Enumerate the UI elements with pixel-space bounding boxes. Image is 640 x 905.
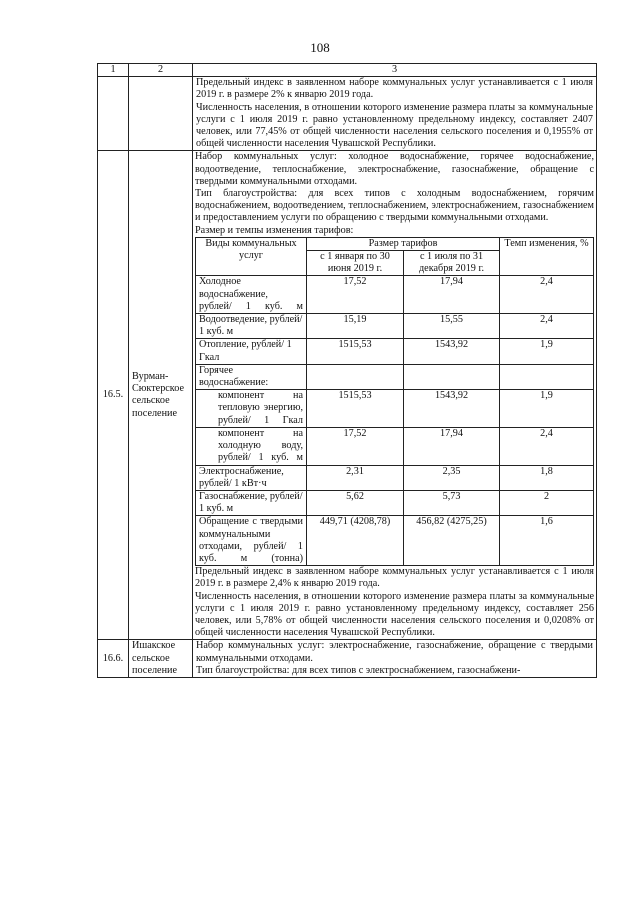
tariff-value-1: 17,52 xyxy=(307,427,404,465)
head-types: Виды коммунальных услуг xyxy=(196,237,307,276)
index-text: Предельный индекс в заявленном наборе коммунальных услуг устанавливается с 1 июля 2019 г. в размере 2,4% к январю 2019 года. xyxy=(195,566,594,590)
tariff-value-2: 2,35 xyxy=(404,465,500,490)
tariff-rate: 1,6 xyxy=(500,516,594,566)
row-content xyxy=(193,640,597,678)
tariff-rate xyxy=(500,364,594,389)
tariff-value-1: 1515,53 xyxy=(307,390,404,428)
row-number: 16.5. xyxy=(98,151,129,640)
tariff-value-1: 449,71 (4208,78) xyxy=(307,516,404,566)
tariff-value-1: 2,31 xyxy=(307,465,404,490)
improvement-text: Тип благоустройства: для всех типов с электроснабжением, газоснабжени- xyxy=(196,664,521,676)
header-col-3: 3 xyxy=(193,64,597,77)
tariff-row xyxy=(196,516,594,566)
tariff-name: Электроснабжение, рублей/ 1 кВт·ч xyxy=(196,465,307,490)
tariff-caption: Размер и темпы изменения тарифов: xyxy=(195,224,354,236)
tariff-value-2 xyxy=(404,364,500,389)
tariff-row xyxy=(196,314,594,339)
tariff-value-2: 1543,92 xyxy=(404,339,500,364)
tariff-rate: 1,9 xyxy=(500,390,594,428)
settlement-name: Ишакское сельское поселение xyxy=(129,640,193,678)
tariff-row xyxy=(196,465,594,490)
tariff-row xyxy=(196,364,594,389)
row-number: 16.6. xyxy=(98,640,129,678)
row-content xyxy=(193,151,597,640)
head-period-1: с 1 января по 30 июня 2019 г. xyxy=(307,251,404,276)
tariff-value-1: 1515,53 xyxy=(307,339,404,364)
tariff-name: Газоснабжение, рублей/ 1 куб. м xyxy=(196,490,307,515)
tariff-name: компонент на тепловую энергию, рублей/ 1 Гкал xyxy=(196,390,307,428)
services-text: Набор коммунальных услуг: холодное водоснабжение, горячее водоснабжение, водоотведение, теплоснабжение, электроснабжение, газоснабжение, обращение с твердыми коммунальными отходами. xyxy=(195,151,594,187)
head-size: Размер тарифов xyxy=(307,237,500,250)
tariff-row xyxy=(196,339,594,364)
prev-row xyxy=(98,77,597,151)
tariff-row xyxy=(196,490,594,515)
tariff-table xyxy=(195,237,594,566)
page-number: 108 xyxy=(310,40,330,55)
tariff-value-1: 17,52 xyxy=(307,276,404,314)
tariff-value-2: 15,55 xyxy=(404,314,500,339)
tariff-row xyxy=(196,390,594,428)
head-rate: Темп изменения, % xyxy=(500,237,594,276)
tariff-rate: 1,9 xyxy=(500,339,594,364)
header-col-2: 2 xyxy=(129,64,193,77)
tariff-name: Горячее водоснабжение: xyxy=(196,364,307,389)
prev-block xyxy=(193,77,597,151)
header-col-1: 1 xyxy=(98,64,129,77)
tariff-value-1: 15,19 xyxy=(307,314,404,339)
tariff-value-2: 17,94 xyxy=(404,427,500,465)
tariff-value-2: 456,82 (4275,25) xyxy=(404,516,500,566)
header-row xyxy=(98,64,597,77)
tariff-name: Отопление, рублей/ 1 Гкал xyxy=(196,339,307,364)
settlement-name: Вурман-Сюктерское сельское поселение xyxy=(129,151,193,640)
tariff-value-1 xyxy=(307,364,404,389)
tariff-row xyxy=(196,427,594,465)
main-table xyxy=(97,63,597,678)
tariff-rate: 1,8 xyxy=(500,465,594,490)
tariff-rate: 2 xyxy=(500,490,594,515)
tariff-value-1: 5,62 xyxy=(307,490,404,515)
tariff-name: Обращение с твердыми коммунальными отходами, рублей/ 1 куб. м (тонна) xyxy=(196,516,307,566)
tariff-value-2: 17,94 xyxy=(404,276,500,314)
population-text: Численность населения, в отношении которого изменение размера платы за коммунальные услуги с 1 июля 2019 г. равно установленному предельному индексу, составляет 256 человек, или 5,78% от общей численности населения сельского поселения и 0,0208% от общей численности населения Чувашской Республики. xyxy=(195,590,594,639)
tariff-value-2: 5,73 xyxy=(404,490,500,515)
services-text: Набор коммунальных услуг: электроснабжение, газоснабжение, обращение с твердыми коммунальными отходами. xyxy=(196,640,593,664)
tariff-name: Холодное водоснабжение, рублей/ 1 куб. м xyxy=(196,276,307,314)
prev-population-text: Численность населения, в отношении которого изменение размера платы за коммунальные услуги с 1 июля 2019 г. равно установленному предельному индексу, составляет 2407 человек, или 77,45% от общей численности населения сельского поселения и 0,1955% от общей численности населения Чувашской Республики. xyxy=(196,101,593,150)
tariff-name: Водоотведение, рублей/ 1 куб. м xyxy=(196,314,307,339)
improvement-text: Тип благоустройства: для всех типов с холодным водоснабжением, горячим водоснабжением, водоотведением, теплоснабжением, электроснабжением, газоснабжением и предоставлением услуги по обращению с твердыми коммунальными отходами. xyxy=(195,188,594,224)
tariff-value-2: 1543,92 xyxy=(404,390,500,428)
tariff-head-row-1 xyxy=(196,237,594,250)
tariff-name: компонент на холодную воду, рублей/ 1 куб. м xyxy=(196,427,307,465)
prev-index-text: Предельный индекс в заявленном наборе коммунальных услуг устанавливается с 1 июля 2019 г. в размере 2% к январю 2019 года. xyxy=(196,77,593,101)
tariff-rate: 2,4 xyxy=(500,276,594,314)
tariff-rate: 2,4 xyxy=(500,314,594,339)
row-16-6 xyxy=(98,640,597,678)
head-period-2: с 1 июля по 31 декабря 2019 г. xyxy=(404,251,500,276)
tariff-row xyxy=(196,276,594,314)
tariff-rate: 2,4 xyxy=(500,427,594,465)
row-16-5 xyxy=(98,151,597,640)
